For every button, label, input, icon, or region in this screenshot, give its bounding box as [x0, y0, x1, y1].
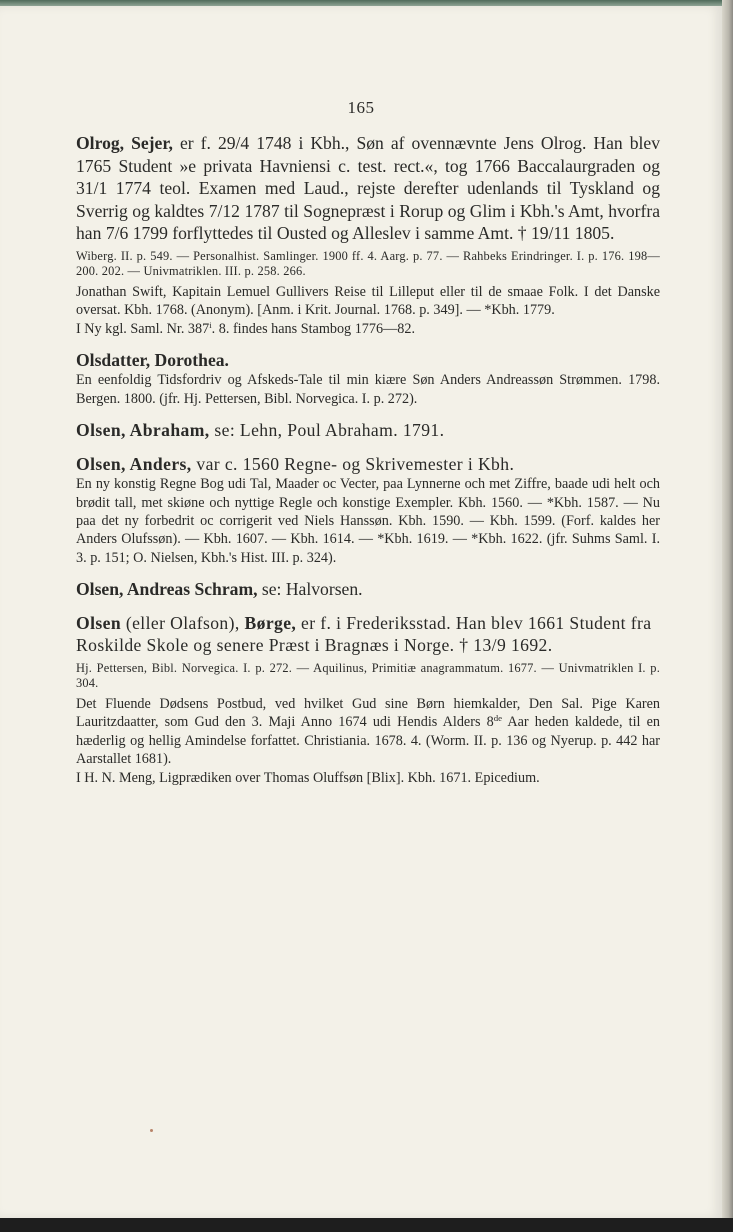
entry-olsen-borge — [76, 612, 660, 787]
work-listing: En ny konstig Regne Bog udi Tal, Maader oc Vecter, paa Lynnerne och met Ziffre, baade udi helt och brødit tall, met skiøne och nyttige Regle och konstige Exempler. Kbh. 1560. — *Kbh. 1587. — Nu paa det ny forbedrit oc corrigerit ved Niels Hanssøn. Kbh. 1590. — Kbh. 1599. (Forf. kaldes her Anders Olufssøn). — Kbh. 1607. — Kbh. 1614. — *Kbh. 1619. — *Kbh. 1622. (jfr. Suhms Saml. I. 3. p. 151; O. Nielsen, Kbh.'s Hist. III. p. 324). — [76, 476, 660, 566]
bio-text: 1805. — [570, 223, 615, 243]
bio-text: er f. — [172, 133, 218, 153]
work-text: Det Fluende Dødsens Postbud, ved hvilket Gud sine Børn hiemkalder, Den Sal. Pige Karen Lauritzdaatter, som Gud den 3. Maji Anno 1674 udi Hendis Alders 8 — [76, 695, 660, 731]
scan-bottom-border — [0, 1218, 733, 1232]
bio-text: 1799 forflyttedes til Ousted og Alleslev i samme Amt. † — [128, 223, 531, 243]
entry-heading: Olsen — [76, 612, 122, 633]
date-fraction: 31/1 — [76, 178, 108, 198]
work-text: I Ny kgl. Saml. Nr. 387 — [76, 320, 210, 337]
spacer — [76, 408, 660, 419]
spacer — [76, 442, 660, 453]
entry-heading: Olsdatter, Dorothea. — [76, 349, 229, 370]
bio-text: (eller Olafson), — [121, 612, 245, 633]
entry-olsen-andreas — [76, 578, 660, 601]
entry-olsdatter-dorothea — [76, 349, 660, 408]
spacer — [76, 567, 660, 578]
bio-text: 1748 i Kbh., Søn af ovennævnte Jens Olrog. Han blev 1765 Student »e privata Havniensi c. test. rect.«, tog 1766 Baccalaurgraden og — [76, 133, 661, 176]
page-right-edge — [722, 0, 733, 1232]
entry-heading: Olsen, Abraham, — [76, 420, 210, 441]
entry-heading-line — [76, 349, 660, 372]
entry-olsen-anders — [76, 453, 660, 568]
date-fraction: 7/12 — [208, 200, 240, 221]
superscript: i — [209, 319, 212, 330]
entry-heading-line — [76, 453, 660, 476]
entry-olsen-abraham — [76, 419, 660, 442]
date-fraction: 29/4 — [217, 133, 250, 153]
bio-text: var c. 1560 Regne- og Skrivemester i Kbh. — [191, 453, 515, 474]
entry-heading-line — [76, 578, 660, 601]
book-page — [0, 6, 722, 1218]
bio-text: er f. i Frederiksstad. Han blev 1661 Student fra Roskilde Skole og senere Præst i Bragnæs i Norge. † — [76, 612, 652, 656]
cross-reference: se: Halvorsen. — [257, 579, 363, 600]
page-number: 165 — [347, 98, 375, 117]
entry-olrog-sejer — [76, 132, 660, 338]
work-listing — [76, 695, 660, 769]
bio-text: 1787 til Sognepræst i Rorup og Glim i Kbh.'s Amt, hvorfra han — [76, 200, 661, 243]
entry-olsen-borge-bio — [76, 612, 660, 657]
entry-references: Hj. Pettersen, Bibl. Norvegica. I. p. 272. — Aquilinus, Primitiæ anagrammatum. 1677. — Univmatriklen I. p. 304. — [76, 660, 660, 691]
date-fraction: 19/11 — [530, 223, 571, 243]
entry-olrog-bio — [76, 132, 660, 245]
paper-speck — [150, 1129, 153, 1132]
date-fraction: 13/9 — [473, 635, 507, 656]
entry-heading-line — [76, 419, 660, 442]
superscript: de — [493, 713, 503, 724]
entry-heading: Olrog, Sejer, — [76, 133, 173, 153]
page-content — [76, 132, 660, 787]
work-listing: I H. N. Meng, Ligprædiken over Thomas Oluffsøn [Blix]. Kbh. 1671. Epicedium. — [76, 769, 540, 786]
work-listing: Jonathan Swift, Kapitain Lemuel Gullivers Reise til Lilleput eller til de smaae Folk. I det Danske oversat. Kbh. 1768. (Anonym). [Anm. i Krit. Journal. 1768. p. 349]. — *Kbh. 1779. — [76, 283, 660, 319]
date-fraction: 7/6 — [105, 223, 129, 243]
entry-references: Wiberg. II. p. 549. — Personalhist. Samlinger. 1900 ff. 4. Aarg. p. 77. — Rahbeks Erindringer. I. p. 176. 198—200. 202. — Univmatriklen. III. p. 258. 266. — [76, 248, 660, 279]
entry-heading: Olsen, Anders, — [76, 453, 192, 474]
work-listing — [76, 320, 660, 338]
spacer — [76, 338, 660, 349]
entry-heading: Olsen, Andreas Schram, — [76, 579, 258, 600]
cross-reference: se: Lehn, Poul Abraham. 1791. — [209, 420, 445, 441]
work-text: Aar heden kaldede, til en hæderlig og hellig Amindelse forfattet. Christiania. 1678. 4. (Worm. II. p. 136 og Nyerup. p. 442 har Aarstallet 1681). — [76, 714, 660, 768]
entry-heading: Børge, — [244, 612, 297, 633]
spacer — [76, 601, 660, 612]
work-text: . 8. findes hans Stambog 1776—82. — [211, 320, 415, 337]
bio-text: 1692. — [506, 635, 553, 656]
bio-text: 1774 teol. Examen med Laud., rejste derefter udenlands til Tyskland og Sverrig og kaldtes — [76, 178, 660, 221]
work-listing: En eenfoldig Tidsfordriv og Afskeds-Tale til min kiære Søn Anders Andreassøn Strømmen. 1798. Bergen. 1800. (jfr. Hj. Pettersen, Bibl. Norvegica. I. p. 272). — [76, 372, 660, 407]
